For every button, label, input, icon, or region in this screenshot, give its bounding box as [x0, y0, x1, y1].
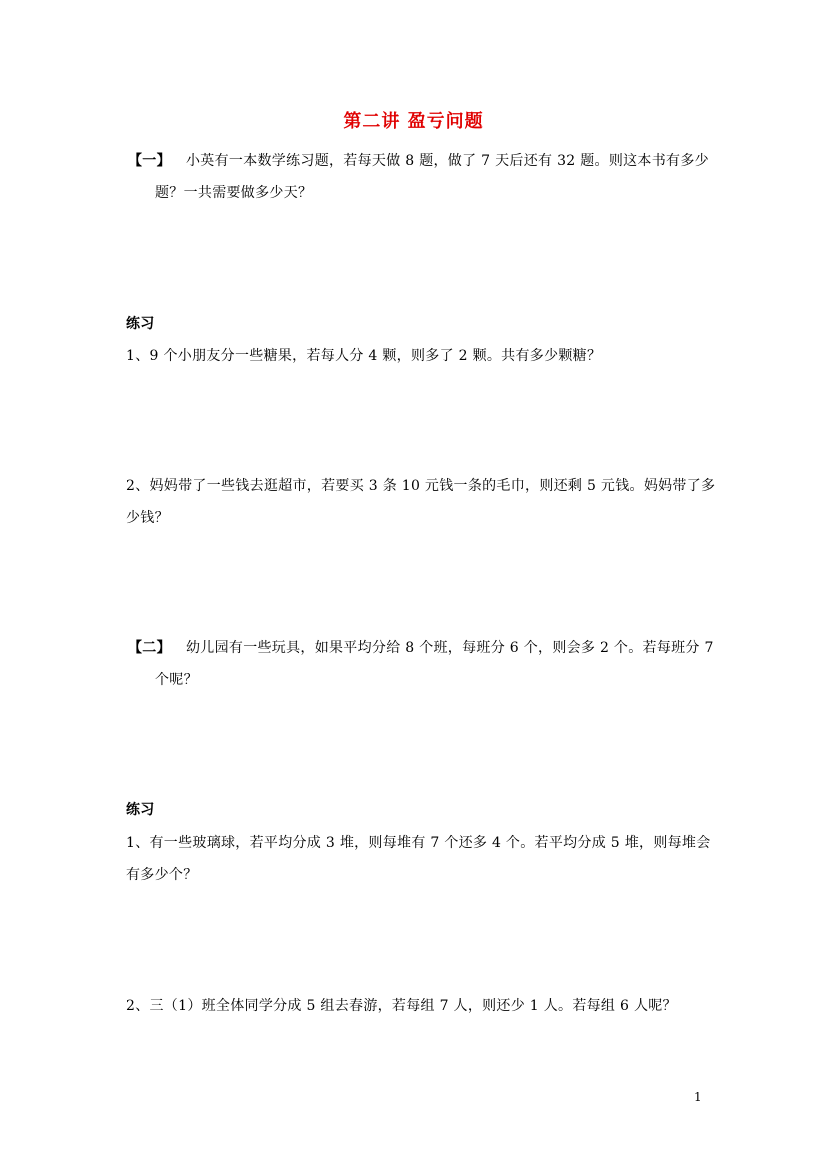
page-number: 1	[694, 1090, 702, 1104]
example-1-text-1: 小英有一本数学练习题，若每天做 8 题，做了 7 天后还有 32 题。则这本书有多少	[186, 153, 709, 169]
practice-2-question-1-line-1: 1、有一些玻璃球，若平均分成 3 堆，则每堆有 7 个还多 4 个。若平均分成 5 堆，则每堆会	[126, 835, 711, 851]
example-2-line-2: 个呢？	[155, 672, 198, 688]
practice-2-heading: 练习	[126, 802, 155, 818]
practice-2-question-1-line-2: 有多少个？	[126, 867, 198, 883]
practice-1-question-2-line-1: 2、妈妈带了一些钱去逛超市，若要买 3 条 10 元钱一条的毛巾，则还剩 5 元钱。妈妈带了多	[126, 478, 716, 494]
practice-1-question-1: 1、9 个小朋友分一些糖果，若每人分 4 颗，则多了 2 颗。共有多少颗糖？	[126, 348, 602, 364]
example-1-tag: 【一】	[128, 153, 171, 169]
practice-1-heading: 练习	[126, 316, 155, 332]
practice-1-question-2-line-2: 少钱？	[126, 510, 169, 526]
example-1-line-2: 题？一共需要做多少天？	[155, 185, 313, 201]
page-title: 第二讲 盈亏问题	[343, 111, 484, 132]
example-1-line-1	[128, 151, 709, 171]
example-2-tag: 【二】	[128, 640, 171, 656]
example-2-text-1: 幼儿园有一些玩具，如果平均分给 8 个班，每班分 6 个，则会多 2 个。若每班分 7	[186, 640, 714, 656]
practice-2-question-2: 2、三（1）班全体同学分成 5 组去春游，若每组 7 人，则还少 1 人。若每组 6 人呢？	[126, 998, 677, 1014]
example-2-line-1	[128, 638, 714, 658]
